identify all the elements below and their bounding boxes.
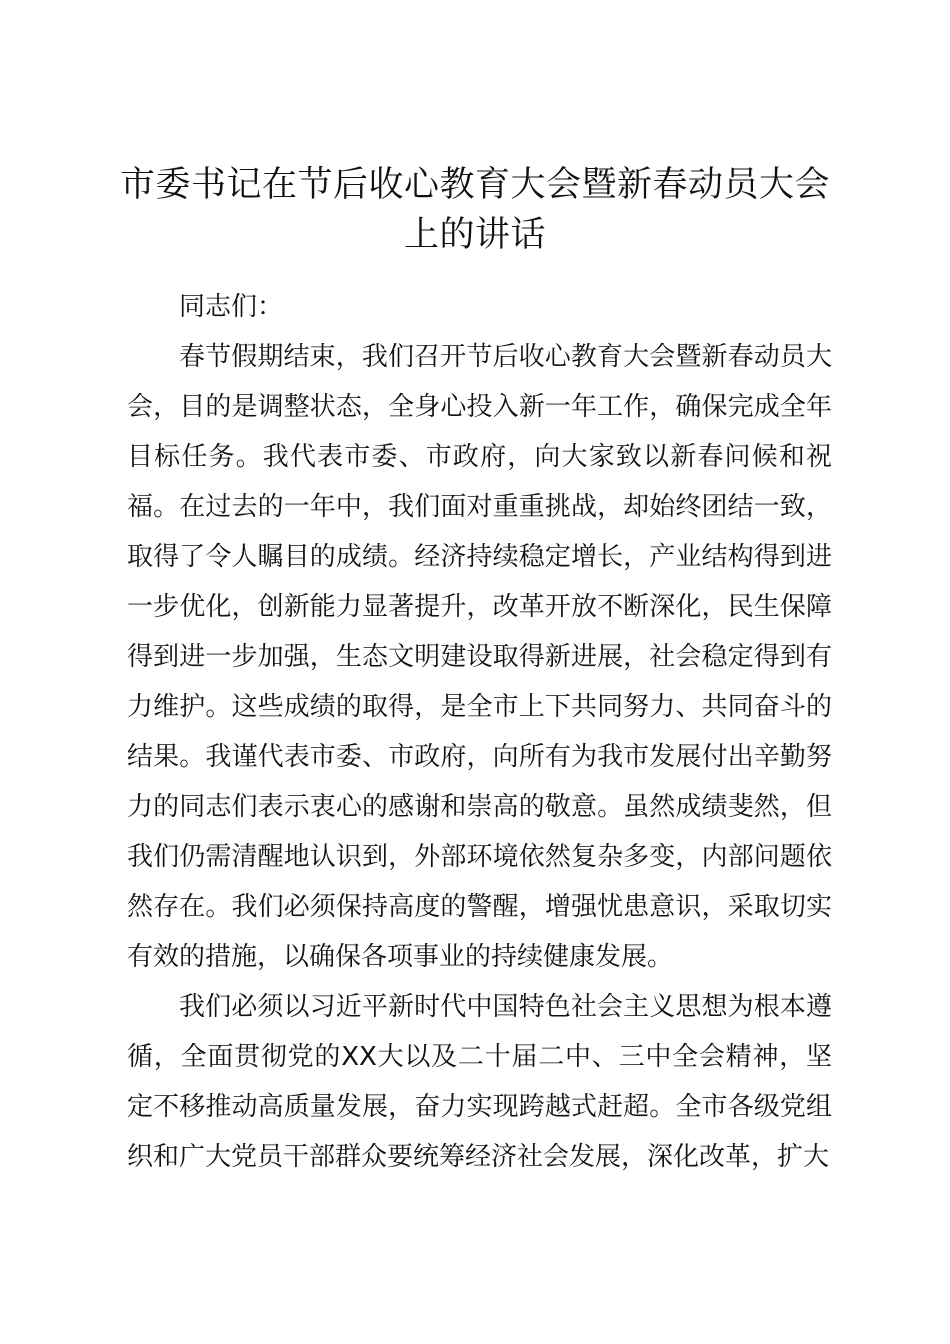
paragraph-1: 春节假期结束，我们召开节后收心教育大会暨新春动员大会，目的是调整状态，全身心投入新一年工作，确保完成全年目标任务。我代表市委、市政府，向大家致以新春问候和祝福。在过去的一年中，我们面对重重挑战，却始终团结一致，取得了令人瞩目的成绩。经济持续稳定增长，产业结构得到进一步优化，创新能力显著提升，改革开放不断深化，民生保障得到进一步加强，生态文明建设取得新进展，社会稳定得到有力维护。这些成绩的取得，是全市上下共同努力、共同奋斗的结果。我谨代表市委、市政府，向所有为我市发展付出辛勤努力的同志们表示衷心的感谢和崇高的敬意。虽然成绩斐然，但我们仍需清醒地认识到，外部环境依然复杂多变，内部问题依然存在。我们必须保持高度的警醒，增强忧患意识，采取切实有效的措施，以确保各项事业的持续健康发展。 <box>127 342 832 972</box>
salutation: 同志们： <box>179 292 284 322</box>
paragraph-2: 我们必须以习近平新时代中国特色社会主义思想为根本遵循，全面贯彻党的XX大以及二十届二中、三中全会精神，坚定不移推动高质量发展，奋力实现跨越式赶超。全市各级党组织和广大党员干部群众要统筹经济社会发展，深化改革，扩大 <box>127 992 832 1172</box>
document-body <box>127 282 832 1182</box>
document-title: 市委书记在节后收心教育大会暨新春动员大会上的讲话 <box>119 165 830 255</box>
